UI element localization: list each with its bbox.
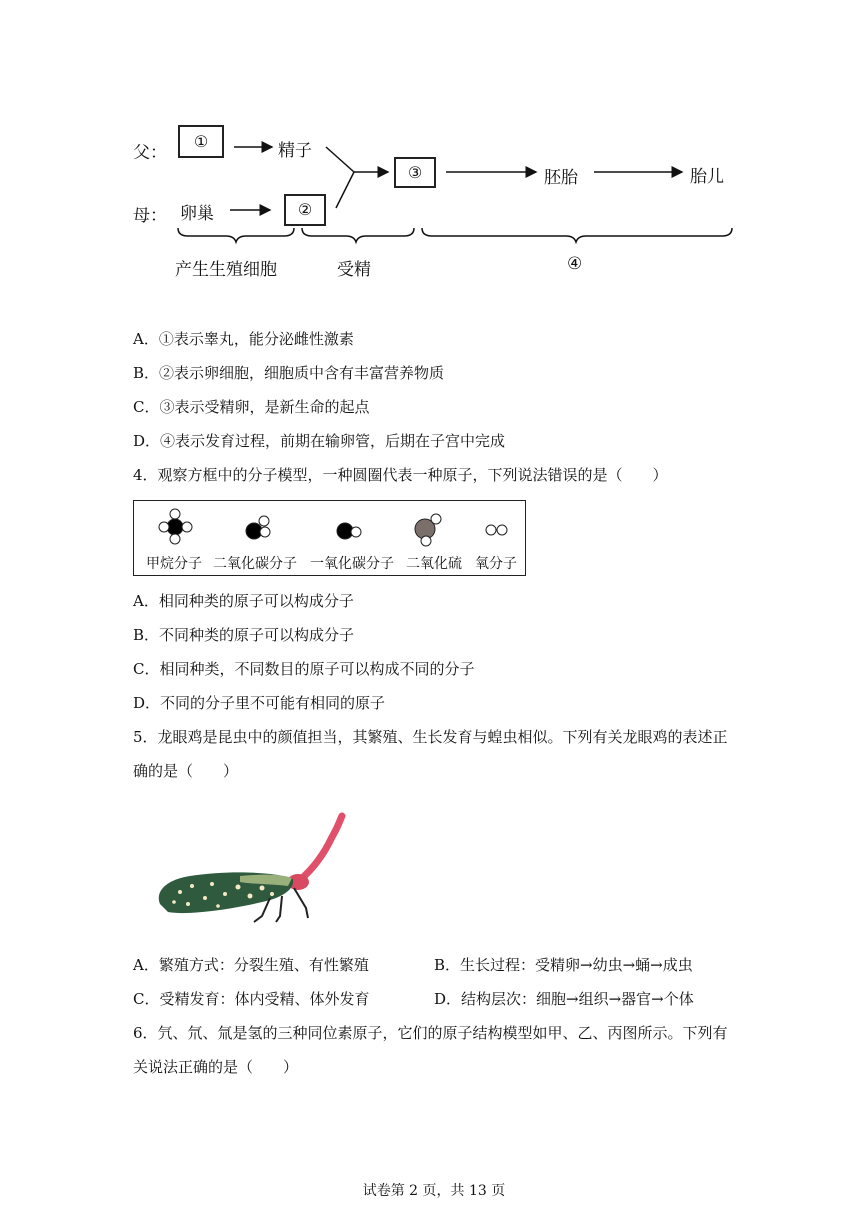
brace1-label: 产生生殖细胞 [175,260,277,280]
sperm-label: 精子 [278,141,312,161]
ovary-label: 卵巢 [180,204,214,224]
molecule-model-frame [133,500,526,576]
embryo-label: 胚胎 [544,168,578,188]
converge-top [326,147,354,172]
box-2: ② [284,194,326,226]
sulfur-dioxide-molecule-icon [415,514,441,546]
carbon-dioxide-molecule-icon [246,516,270,539]
page-footer: 试卷第 2 页，共 13 页 [362,1183,506,1199]
fetus-label: 胎儿 [690,167,724,187]
q5-option-d: D．结构层次：细胞→组织→器官→个体 [434,990,694,1008]
mother-label: 母： [133,206,167,226]
q6-stem-line1: 6．氕、氘、氚是氢的三种同位素原子，它们的原子结构模型如甲、乙、丙图所示。下列有 [133,1024,728,1042]
father-label: 父： [133,143,167,163]
q5-option-b: B．生长过程：受精卵→幼虫→蛹→成虫 [434,956,693,974]
methane-molecule-icon [159,509,192,544]
lanternfly-insect-image [150,812,360,927]
q3-option-a: A．①表示睾丸，能分泌雌性激素 [133,330,354,348]
q5-option-c: C．受精发育：体内受精、体外发育 [133,990,370,1008]
oxygen-molecule-icon [486,525,507,535]
q6-stem-line2: 关说法正确的是（ ） [133,1058,299,1076]
q4-option-d: D．不同的分子里不可能有相同的原子 [133,694,386,712]
molecule-drawings [134,501,527,551]
carbon-monoxide-molecule-icon [337,523,361,539]
q5-option-a: A．繁殖方式：分裂生殖、有性繁殖 [133,956,369,974]
diagram-arrows-and-braces [0,0,868,300]
brace-3 [422,228,732,242]
q3-option-b: B．②表示卵细胞，细胞质中含有丰富营养物质 [133,364,445,382]
box-3: ③ [394,157,436,188]
brace-2 [302,228,414,242]
q4-option-c: C．相同种类，不同数目的原子可以构成不同的分子 [133,660,475,678]
brace-1 [178,228,294,242]
carbon-monoxide-label: 一氧化碳分子 [310,556,394,572]
brace2-label: 受精 [337,260,371,280]
brace3-label: ④ [567,254,583,274]
q3-option-c: C．③表示受精卵，是新生命的起点 [133,398,370,416]
q5-stem-line1: 5．龙眼鸡是昆虫中的颜值担当，其繁殖、生长发育与蝗虫相似。下列有关龙眼鸡的表述正 [133,728,728,746]
q4-stem: 4．观察方框中的分子模型，一种圆圈代表一种原子，下列说法错误的是（ ） [133,466,668,484]
oxygen-label: 氧分子 [475,556,517,572]
carbon-dioxide-label: 二氧化碳分子 [213,556,297,572]
q3-option-d: D．④表示发育过程，前期在输卵管，后期在子宫中完成 [133,432,506,450]
methane-label: 甲烷分子 [146,556,202,572]
sulfur-dioxide-label: 二氧化硫 [406,556,462,572]
q4-option-a: A．相同种类的原子可以构成分子 [133,592,354,610]
q5-stem-line2: 确的是（ ） [133,762,239,780]
box-1: ① [178,125,224,158]
converge-bottom [336,172,354,208]
q4-option-b: B．不同种类的原子可以构成分子 [133,626,355,644]
